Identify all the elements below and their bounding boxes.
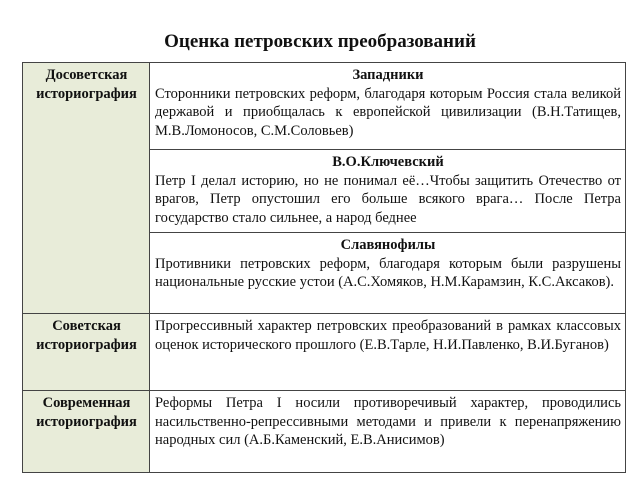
klyuchevsky-heading: В.О.Ключевский (332, 154, 444, 170)
soviet-text: Прогрессивный характер петровских преобразований в рамках классовых оценок исторического прошлого (Е.В.Тарле, Н.И.Павленко, В.И.Буганов) (155, 318, 621, 353)
row-label-pre-soviet: Досоветская историография (23, 63, 150, 314)
cell-slavophiles (150, 233, 626, 314)
table-row (23, 314, 626, 391)
row-label-soviet: Советская историография (23, 314, 150, 391)
page-title: Оценка петровских преобразований (164, 31, 476, 52)
table-row (23, 63, 626, 150)
historiography-table (22, 62, 626, 473)
westernizers-heading: Западники (352, 67, 424, 83)
cell-westernizers (150, 63, 626, 150)
cell-modern (150, 391, 626, 473)
klyuchevsky-text: Петр I делал историю, но не понимал её…Чтобы защитить Отечество от врагов, Петр опустошил его больше всякого врага… После Петра государство стало сильнее, а народ беднее (155, 172, 621, 226)
cell-klyuchevsky (150, 150, 626, 233)
slavophiles-text: Противники петровских реформ, благодаря которым были разрушены национальные русские устои (А.С.Хомяков, Н.М.Карамзин, К.С.Аксаков). (155, 255, 621, 290)
modern-text: Реформы Петра I носили противоречивый характер, проводились насильственно-репрессивными методами и привели к перенапряжению народных сил (А.Б.Каменский, Е.В.Анисимов) (155, 395, 621, 448)
row-label-modern: Современная историография (23, 391, 150, 473)
table-row (23, 391, 626, 473)
cell-soviet (150, 314, 626, 391)
westernizers-text: Сторонники петровских реформ, благодаря которым Россия стала великой державой и приобщалась к европейской цивилизации (В.Н.Татищев, М.В.Ломоносов, С.М.Соловьев) (155, 85, 621, 139)
slavophiles-heading: Славянофилы (340, 237, 436, 253)
